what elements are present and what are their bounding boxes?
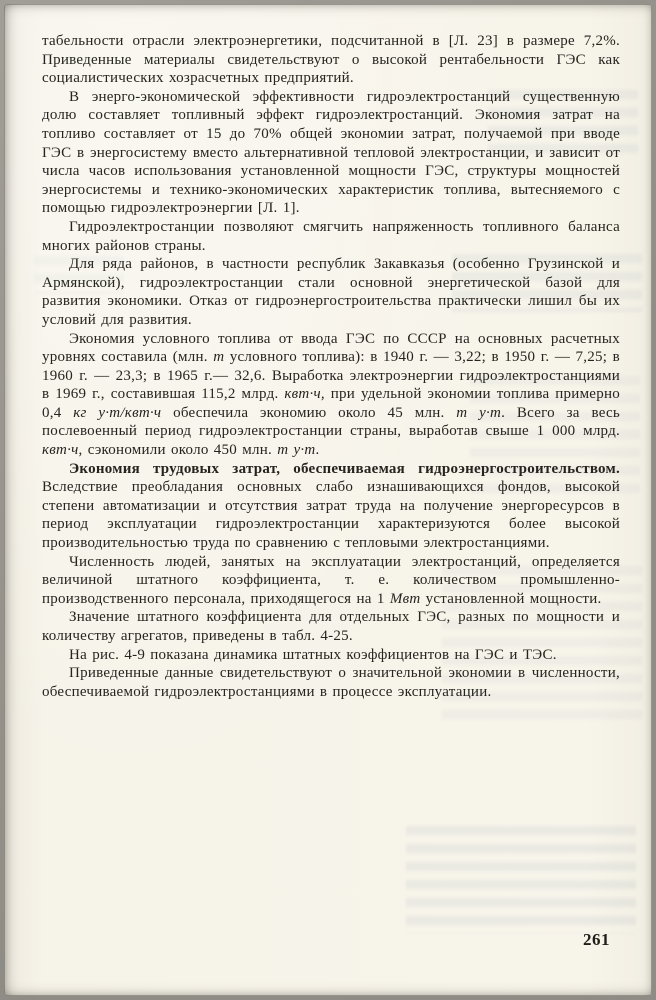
italic-run: т у·т: [277, 442, 316, 459]
paragraph: [42, 88, 620, 218]
text-run: , при удельной экономии топлива примерно 0,4: [42, 386, 620, 421]
text-run: Экономия условного топлива от ввода ГЭС по СССР на основных расчетных уровнях составила (млн.: [42, 330, 620, 366]
text-run: Гидроэлектростанции позволяют смягчить напряженность топливного баланса многих районов страны.: [42, 218, 620, 254]
paragraph: [42, 330, 620, 460]
text-run: табельности отрасли электроэнергетики, подсчитанной в [Л. 23] в размере 7,2%. Приведенные материалы свидетельствуют о высокой рентабельности ГЭС как социалистических хозрасчетных предприятий.: [42, 33, 620, 87]
text-run: Значение штатного коэффициента для отдельных ГЭС, разных по мощности и количеству агрегатов, приведены в табл. 4-25.: [42, 609, 620, 644]
bold-run: Экономия трудовых затрат, обеспечиваемая гидроэнергостроительством.: [69, 460, 620, 477]
paragraph: [42, 646, 620, 665]
showthrough-decoration: [406, 824, 636, 934]
text-run: условного топлива): в 1940 г. — 3,22; в 1950 г. — 7,25; в 1960 г. — 23,3; в 1965 г.— 32,6. Выработка электроэнергии гидроэлектростанциями в 1969 г., составившая 115,2 млрд.: [42, 349, 620, 403]
italic-run: квт·ч: [42, 442, 79, 459]
paragraph: [42, 608, 620, 645]
text-run: . Всего за весь послевоенный период гидроэлектростанции страны, выработав свыше 1 000 млрд.: [42, 404, 620, 440]
italic-run: кг у·т/квт·ч: [73, 404, 162, 421]
text-run: Приведенные данные свидетельствуют о значительной экономии в численности, обеспечиваемой гидроэлектростанциями в процессе эксплуатации.: [42, 665, 620, 700]
text-run: .: [315, 442, 320, 459]
italic-run: т: [213, 349, 225, 366]
paragraph: [42, 664, 620, 701]
text-run: В энерго-экономической эффективности гидроэлектростанций существенную долю составляет топливный эффект гидроэлектростанций. Экономия затрат на топливо составляет от 15 до 70% общей экономии затрат, получаемой при вводе ГЭС в энергосистему вместо альтернативной тепловой электростанции, и зависит от числа часов использования установленной мощности ГЭС, структуры мощностей энергосистемы и технико-экономических характеристик топлива, вытесняемого с помощью гидроэлектроэнергии [Л. 1].: [42, 88, 620, 217]
paragraph: [42, 255, 620, 329]
text-run: , сэкономили около 450 млн.: [78, 442, 278, 459]
text-run: Численность людей, занятых на эксплуатации электростанций, определяется величиной штатного коэффициента, т. е. количеством промышленно-производственного персонала, приходящегося на 1: [42, 553, 620, 607]
italic-run: квт·ч: [284, 386, 321, 403]
paragraph: [42, 218, 620, 255]
text-run: Вследствие преобладания основных слабо изнашивающихся фондов, высокой степени автоматизации и отсутствия затрат труда на получение энергоресурсов в период эксплуатации гидроэлектростанции характеризуются более высокой производительностью труда по сравнению с тепловыми электростанциями.: [42, 479, 620, 552]
paragraph: [42, 553, 620, 609]
paragraph: [42, 32, 620, 88]
text-run: обеспечила экономию около 45 млн.: [161, 404, 457, 421]
text-run: установленной мощности.: [420, 590, 602, 607]
body-text-column: [42, 32, 620, 701]
text-run: Для ряда районов, в частности республик Закавказья (особенно Грузинской и Армянской), гидроэлектростанции стали основной энергетической базой для развития экономики. Отказ от гидроэнергостроительства практически лишил бы их условий для развития.: [42, 256, 620, 328]
text-run: На рис. 4-9 показана динамика штатных коэффициентов на ГЭС и ТЭС.: [69, 646, 557, 663]
italic-run: т у·т: [456, 404, 502, 421]
italic-run: Мвт: [389, 590, 421, 607]
page: [4, 4, 652, 996]
paragraph: [42, 460, 620, 553]
page-number: 261: [583, 930, 610, 949]
